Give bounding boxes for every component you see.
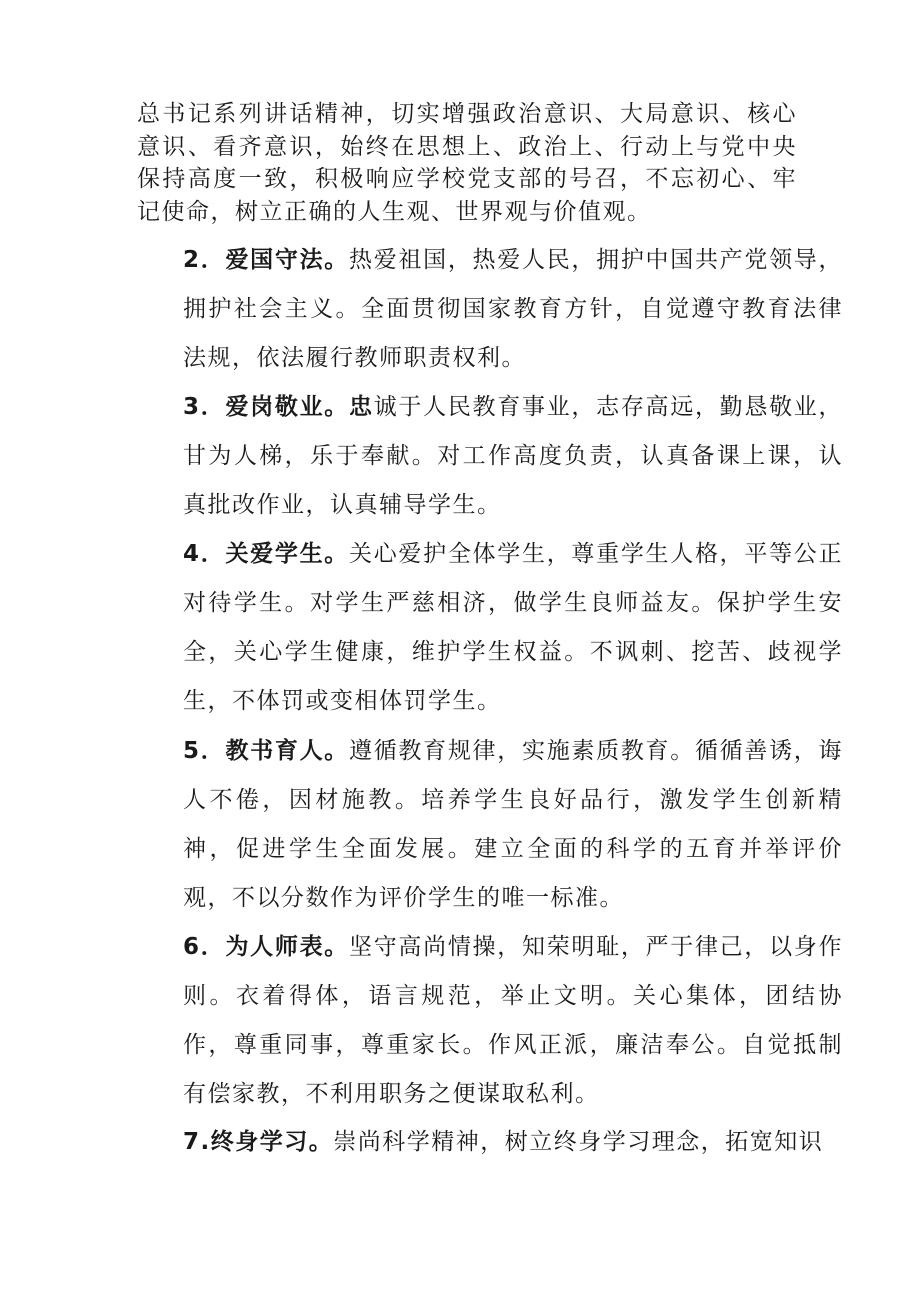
item-number: 5． (183, 738, 226, 764)
paragraph-dedication (137, 383, 843, 530)
item-heading: 为人师表。 (225, 934, 349, 960)
paragraph-text: 崇尚科学精神，树立终身学习理念，拓宽知识 (333, 1129, 824, 1155)
paragraph-care-for-students (137, 530, 843, 726)
paragraph-text: 遵循教育规律，实施素质教育。循循善诱，诲人不倦，因材施教。培养学生良好品行，激发学生创新精神，促进学生全面发展。建立全面的科学的五育并举评价观，不以分数作为评价学生的唯一标准。 (183, 738, 844, 911)
item-number: 4． (183, 541, 226, 567)
paragraph-political-awareness (137, 98, 797, 228)
item-number: 6． (183, 934, 226, 960)
paragraph-text: 坚守高尚情操，知荣明耻，严于律己，以身作则。衣着得体，语言规范，举止文明。关心集体，团结协作，尊重同事，尊重家长。作风正派，廉洁奉公。自觉抵制有偿家教，不利用职务之便谋取私利。 (183, 934, 844, 1107)
paragraph-text: 总书记系列讲话精神，切实增强政治意识、大局意识、核心意识、看齐意识，始终在思想上、政治上、行动上与党中央保持高度一致，积极响应学校党支部的号召，不忘初心、牢记使命，树立正确的人生观、世界观与价值观。 (137, 101, 797, 225)
item-number: 7. (183, 1129, 211, 1155)
item-heading: 终身学习。 (210, 1129, 334, 1155)
item-heading: 爱岗敬业。忠 (225, 394, 374, 420)
paragraph-text: 关心爱护全体学生，尊重学生人格，平等公正对待学生。对学生严慈相济，做学生良师益友。保护学生安全，关心学生健康，维护学生权益。不讽刺、挖苦、歧视学生，不体罚或变相体罚学生。 (183, 541, 844, 714)
item-heading: 爱国守法。 (225, 247, 349, 273)
paragraph-lifelong-learning (137, 1118, 843, 1167)
item-number: 2． (183, 247, 226, 273)
item-heading: 教书育人。 (225, 738, 349, 764)
item-number: 3． (183, 394, 226, 420)
paragraph-text: 热爱祖国，热爱人民，拥护中国共产党领导，拥护社会主义。全面贯彻国家教育方针，自觉遵守教育法律法规，依法履行教师职责权利。 (183, 247, 844, 371)
paragraph-teaching (137, 727, 843, 923)
paragraph-role-model (137, 923, 843, 1119)
paragraph-patriotism (137, 236, 843, 383)
item-heading: 关爱学生。 (225, 541, 349, 567)
paragraph-text: 诚于人民教育事业，志存高远，勤恳敬业，甘为人梯，乐于奉献。对工作高度负责，认真备课上课，认真批改作业，认真辅导学生。 (183, 394, 843, 518)
